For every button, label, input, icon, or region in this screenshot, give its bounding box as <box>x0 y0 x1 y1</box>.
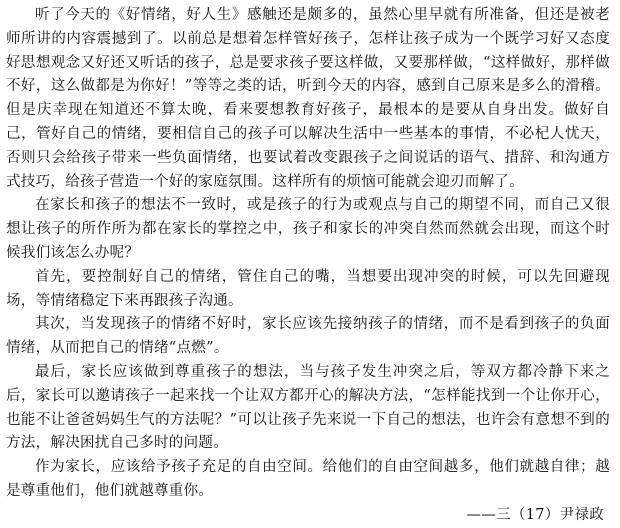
paragraph-3: 首先，要控制好自己的情绪，管住自己的嘴，当想要出现冲突的时候，可以先回避现场，等情绪稳定下来再跟孩子沟通。 <box>6 268 610 309</box>
paragraph-1: 听了今天的《好情绪，好人生》感触还是颇多的，虽然心里早就有所准备，但还是被老师所讲的内容震撼到了。以前总是想着怎样管好孩子，怎样让孩子成为一个既学习好又态度好思想观念又好还又听话的孩子，总是要求孩子要这样做，又要那样做，“这样做好，那样做不好，这么做都是为你好！”等等之类的话，听到今天的内容，感到自己原来是多么的滑稽。但是庆幸现在知道还不算太晚，看来要想教育好孩子，最根本的是要从自身出发。做好自己，管好自己的情绪，要相信自己的孩子可以解决生活中一些基本的事情，不必杞人忧天，否则只会给孩子带来一些负面情绪，也要试着改变跟孩子之间说话的语气、措辞、和沟通方式技巧，给孩子营造一个好的家庭氛围。这样所有的烦恼可能就会迎刃而解了。 <box>6 7 610 190</box>
document-body <box>6 4 610 528</box>
signature: ——三（17）尹禄政 <box>466 506 604 523</box>
paragraph-5: 最后，家长应该做到尊重孩子的想法，当与孩子发生冲突之后，等双方都冷静下来之后，家长可以邀请孩子一起来找一个让双方都开心的解决方法，“怎样能找到一个让你开心，也能不让爸爸妈妈生气的方法呢？”可以让孩子先来说一下自己的想法，也许会有意想不到的方法，解决困扰自己多时的问题。 <box>6 363 610 452</box>
paragraph-4: 其次，当发现孩子的情绪不好时，家长应该先接纳孩子的情绪，而不是看到孩子的负面情绪，从而把自己的情绪“点燃”。 <box>6 316 610 357</box>
paragraph-6: 作为家长，应该给予孩子充足的自由空间。给他们的自由空间越多，他们就越自律；越是尊重他们，他们就越尊重你。 <box>6 459 610 499</box>
paragraph-2: 在家长和孩子的想法不一致时，或是孩子的行为或观点与自己的期望不同，而自己又很想让孩子的所作所为都在家长的掌控之中，孩子和家长的冲突自然而然就会出现，而这个时候我们该怎么办呢？ <box>6 197 610 261</box>
